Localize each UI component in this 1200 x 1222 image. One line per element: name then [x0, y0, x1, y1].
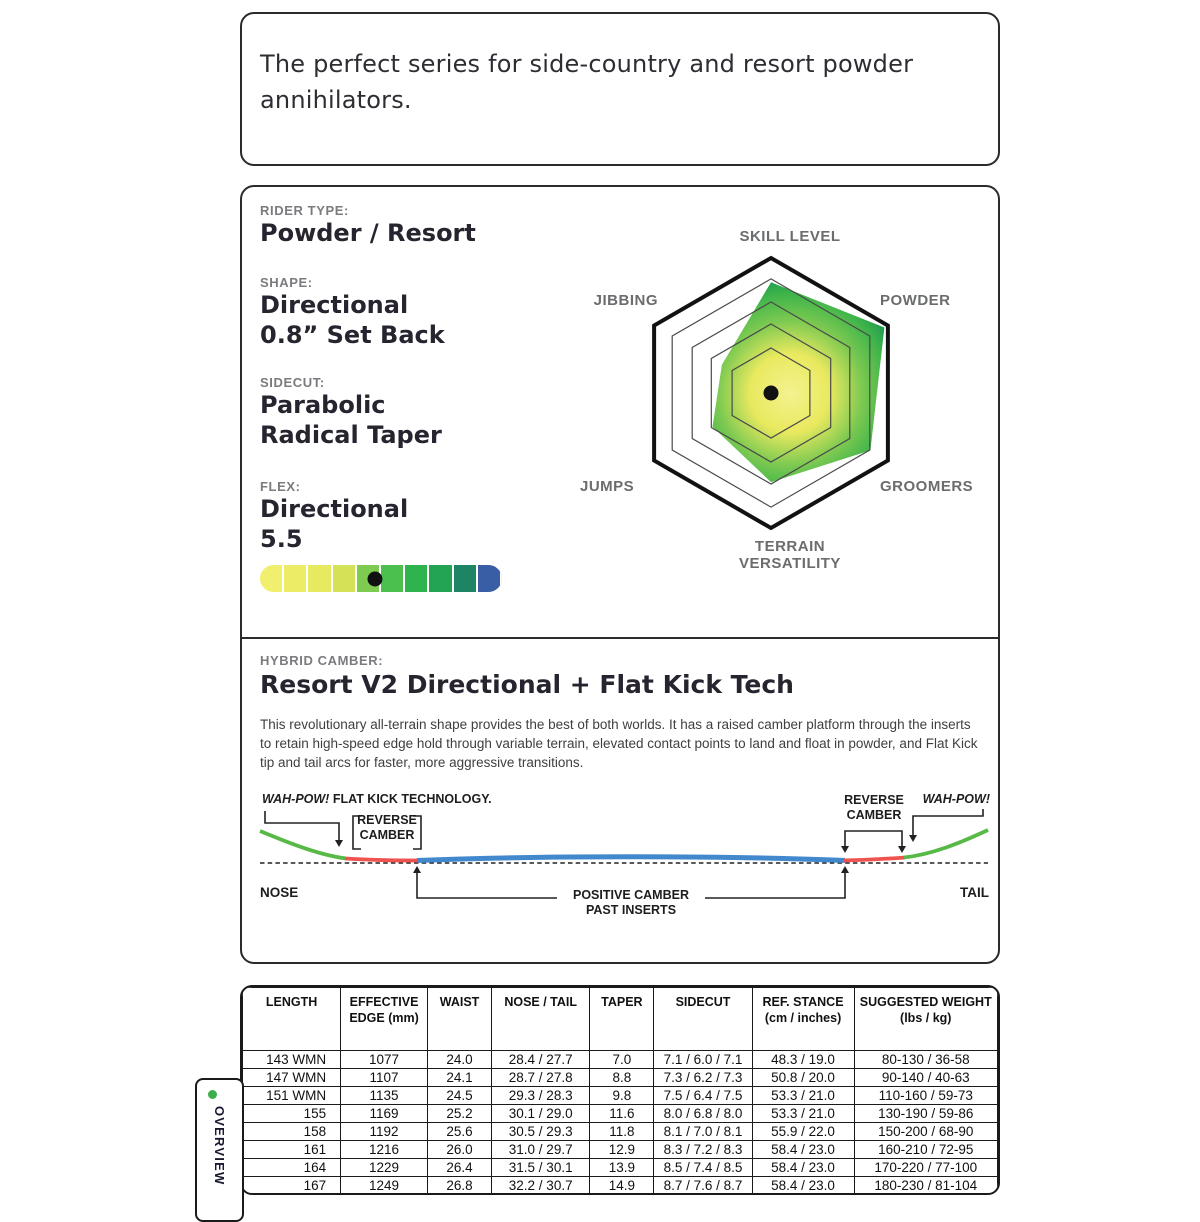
tail-label: TAIL: [960, 885, 989, 900]
table-cell: 1216: [341, 1141, 428, 1159]
flex-segment-1: [260, 565, 284, 592]
flex-value-line1: Directional: [260, 495, 409, 523]
positive-camber-line2: PAST INSERTS: [585, 903, 677, 917]
table-cell: 14.9: [590, 1177, 654, 1195]
arrow-down-icon: [841, 846, 849, 853]
rider-type-value: Powder / Resort: [260, 219, 476, 247]
reverse-camber-left-line2: CAMBER: [359, 828, 415, 842]
section-divider: [242, 637, 998, 639]
table-cell: 28.4 / 27.7: [492, 1051, 590, 1069]
table-cell: 26.0: [427, 1141, 491, 1159]
column-header: TAPER: [590, 988, 654, 1051]
column-header: EFFECTIVE EDGE (mm): [341, 988, 428, 1051]
radar-label-terrain-line1: TERRAIN: [754, 538, 826, 555]
radar-label-jumps: JUMPS: [580, 478, 635, 495]
table-cell: 180-230 / 81-104: [854, 1177, 998, 1195]
table-cell: 30.1 / 29.0: [492, 1105, 590, 1123]
table-cell: 1107: [341, 1069, 428, 1087]
shape-value-line2: 0.8” Set Back: [260, 321, 445, 349]
tab-overview-label: OVERVIEW: [212, 1106, 227, 1186]
nose-label: NOSE: [260, 885, 299, 900]
flat-kick-text: FLAT KICK TECHNOLOGY.: [329, 792, 492, 806]
table-cell: 80-130 / 36-58: [854, 1051, 998, 1069]
arrow-up-icon: [841, 866, 849, 873]
table-cell: 32.2 / 30.7: [492, 1177, 590, 1195]
reverse-camber-right-label: [829, 793, 919, 823]
table-cell: 58.4 / 23.0: [752, 1177, 854, 1195]
reverse-camber-left-line1: REVERSE: [357, 813, 417, 827]
column-header: SUGGESTED WEIGHT (lbs / kg): [854, 988, 998, 1051]
table-cell: 7.5 / 6.4 / 7.5: [654, 1087, 752, 1105]
reverse-camber-right-line1: REVERSE: [844, 793, 904, 807]
flex-scale-dot: [367, 571, 382, 586]
size-table: [242, 987, 998, 1195]
table-cell: 164: [243, 1159, 341, 1177]
table-cell: 11.8: [590, 1123, 654, 1141]
arrow-down-icon: [898, 846, 906, 853]
column-header: WAIST: [427, 988, 491, 1051]
table-cell: 25.2: [427, 1105, 491, 1123]
table-cell: 53.3 / 21.0: [752, 1087, 854, 1105]
sidecut-label: SIDECUT:: [260, 375, 325, 390]
flex-scale-bar: [260, 565, 502, 592]
table-cell: 8.8: [590, 1069, 654, 1087]
table-cell: 13.9: [590, 1159, 654, 1177]
positive-camber-label: [531, 888, 731, 918]
intro-text-line2: annihilators.: [260, 86, 412, 114]
table-cell: 58.4 / 23.0: [752, 1141, 854, 1159]
spec-box: [240, 185, 1000, 964]
table-row: [243, 1087, 998, 1105]
flex-segment-7: [405, 565, 429, 592]
table-cell: 58.4 / 23.0: [752, 1159, 854, 1177]
column-header: REF. STANCE (cm / inches): [752, 988, 854, 1051]
table-row: [243, 1159, 998, 1177]
table-row: [243, 1141, 998, 1159]
table-cell: 53.3 / 21.0: [752, 1105, 854, 1123]
table-cell: 8.3 / 7.2 / 8.3: [654, 1141, 752, 1159]
table-cell: 29.3 / 28.3: [492, 1087, 590, 1105]
column-header: NOSE / TAIL: [492, 988, 590, 1051]
radar-label-groomers: GROOMERS: [880, 478, 974, 495]
table-cell: 110-160 / 59-73: [854, 1087, 998, 1105]
table-cell: 130-190 / 59-86: [854, 1105, 998, 1123]
table-cell: 1169: [341, 1105, 428, 1123]
nose-kick-curve: [260, 831, 346, 859]
table-cell: 8.5 / 7.4 / 8.5: [654, 1159, 752, 1177]
tab-overview[interactable]: [195, 1078, 244, 1222]
table-cell: 90-140 / 40-63: [854, 1069, 998, 1087]
table-cell: 1077: [341, 1051, 428, 1069]
arrow-down-icon: [909, 835, 917, 842]
intro-text-line1: The perfect series for side-country and resort powder: [260, 50, 914, 78]
green-dot-icon: [208, 1090, 217, 1099]
flex-segment-2: [284, 565, 308, 592]
table-cell: 161: [243, 1141, 341, 1159]
table-cell: 24.0: [427, 1051, 491, 1069]
table-cell: 28.7 / 27.8: [492, 1069, 590, 1087]
arrow-up-icon: [413, 866, 421, 873]
positive-camber-curve: [417, 857, 845, 861]
shape-value-line1: Directional: [260, 291, 409, 319]
wahpow-right-label: WAH-POW!: [922, 792, 990, 806]
sidecut-value-line2: Radical Taper: [260, 421, 442, 449]
flex-segment-10: [478, 565, 502, 592]
radar-label-powder: POWDER: [880, 292, 951, 309]
table-cell: 26.4: [427, 1159, 491, 1177]
flex-value-line2: 5.5: [260, 525, 303, 553]
flex-segment-8: [429, 565, 453, 592]
table-cell: 8.1 / 7.0 / 8.1: [654, 1123, 752, 1141]
table-cell: 11.6: [590, 1105, 654, 1123]
table-cell: 1249: [341, 1177, 428, 1195]
table-cell: 1229: [341, 1159, 428, 1177]
table-cell: 12.9: [590, 1141, 654, 1159]
size-spec-table: [240, 985, 1000, 1195]
wahpow-left-label: [262, 792, 492, 807]
flex-segment-6: [381, 565, 405, 592]
table-cell: 1135: [341, 1087, 428, 1105]
reverse-camber-right-line2: CAMBER: [846, 808, 902, 822]
radar-data-polygon: [713, 282, 885, 482]
table-cell: 7.0: [590, 1051, 654, 1069]
camber-title: Resort V2 Directional + Flat Kick Tech: [260, 670, 794, 699]
reverse-camber-left-label: [342, 813, 432, 843]
table-cell: 25.6: [427, 1123, 491, 1141]
table-cell: 155: [243, 1105, 341, 1123]
radar-center-dot: [764, 386, 779, 401]
radar-label-jibbing: JIBBING: [593, 292, 658, 309]
camber-profile-diagram: [257, 785, 992, 945]
flex-segment-3: [308, 565, 332, 592]
table-row: [243, 1069, 998, 1087]
table-row: [243, 1051, 998, 1069]
table-cell: 31.5 / 30.1: [492, 1159, 590, 1177]
table-cell: 30.5 / 29.3: [492, 1123, 590, 1141]
table-cell: 150-200 / 68-90: [854, 1123, 998, 1141]
table-cell: 24.1: [427, 1069, 491, 1087]
table-cell: 7.1 / 6.0 / 7.1: [654, 1051, 752, 1069]
sidecut-value-line1: Parabolic: [260, 391, 386, 419]
table-cell: 151 WMN: [243, 1087, 341, 1105]
table-cell: 55.9 / 22.0: [752, 1123, 854, 1141]
flex-label: FLEX:: [260, 479, 301, 494]
table-cell: 167: [243, 1177, 341, 1195]
reverse-camber-left-curve: [345, 859, 419, 861]
shape-label: SHAPE:: [260, 275, 313, 290]
table-cell: 48.3 / 19.0: [752, 1051, 854, 1069]
positive-camber-line1: POSITIVE CAMBER: [573, 888, 689, 902]
flex-segment-9: [454, 565, 478, 592]
ability-radar-chart: [580, 212, 1000, 602]
radar-label-skill-level: SKILL LEVEL: [739, 228, 841, 245]
flex-segment-4: [333, 565, 357, 592]
intro-box: [240, 12, 1000, 166]
table-cell: 170-220 / 77-100: [854, 1159, 998, 1177]
hybrid-camber-label: HYBRID CAMBER:: [260, 653, 384, 668]
table-cell: 160-210 / 72-95: [854, 1141, 998, 1159]
table-cell: 143 WMN: [243, 1051, 341, 1069]
table-body: [243, 1051, 998, 1195]
table-cell: 158: [243, 1123, 341, 1141]
table-row: [243, 1123, 998, 1141]
radar-label-terrain-versatility: [580, 538, 1000, 573]
wahpow-right-pointer: [913, 809, 983, 835]
table-cell: 9.8: [590, 1087, 654, 1105]
table-cell: 1192: [341, 1123, 428, 1141]
table-cell: 8.0 / 6.8 / 8.0: [654, 1105, 752, 1123]
table-cell: 26.8: [427, 1177, 491, 1195]
table-cell: 8.7 / 7.6 / 8.7: [654, 1177, 752, 1195]
table-row: [243, 1105, 998, 1123]
reverse-camber-right-curve: [843, 858, 905, 861]
column-header: SIDECUT: [654, 988, 752, 1051]
reverse-camber-right-bracket: [845, 831, 902, 847]
rider-type-label: RIDER TYPE:: [260, 203, 349, 218]
tail-kick-curve: [904, 830, 988, 858]
wahpow-text: WAH-POW!: [262, 792, 330, 806]
table-cell: 147 WMN: [243, 1069, 341, 1087]
table-row: [243, 1177, 998, 1195]
table-cell: 31.0 / 29.7: [492, 1141, 590, 1159]
table-cell: 50.8 / 20.0: [752, 1069, 854, 1087]
table-header-row: [243, 988, 998, 1051]
table-cell: 7.3 / 6.2 / 7.3: [654, 1069, 752, 1087]
radar-label-terrain-line2: VERSATILITY: [739, 555, 841, 573]
column-header: LENGTH: [243, 988, 341, 1051]
table-cell: 24.5: [427, 1087, 491, 1105]
camber-description: This revolutionary all-terrain shape provides the best of both worlds. It has a raised camber platform through the inserts to retain high-speed edge hold through variable terrain, elevated contact points to land and float in powder, and Flat Kick tip and tail arcs for faster, more aggressive transitions.: [260, 717, 978, 771]
